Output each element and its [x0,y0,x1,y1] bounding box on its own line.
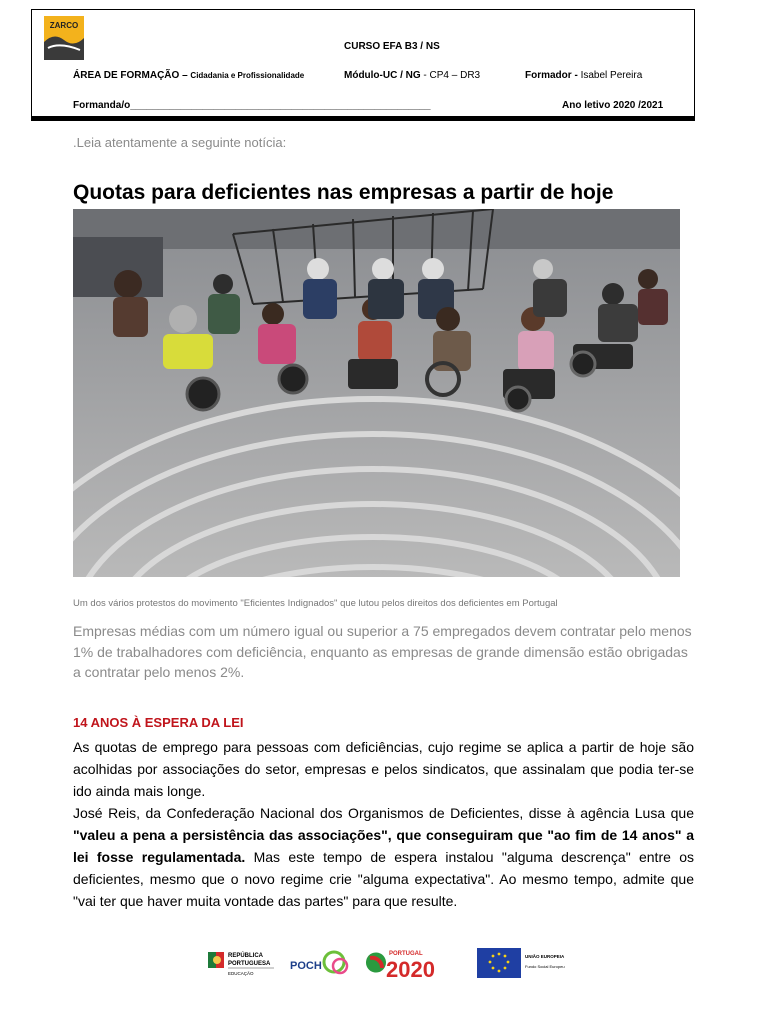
training-area [73,70,304,81]
republica-line3: EDUCAÇÃO [228,971,254,976]
paragraph-2-end: Mas este tempo de espera instalou "alguma descrença" entre os deficientes, mesmo que o novo regime crie "alguma expectativa". Ao mesmo tempo, admite que "vai ter que haver muita vontade das partes" para que resulte. [73,849,694,909]
body-paragraph-2 [73,802,694,912]
area-value: Cidadania e Profissionalidade [190,71,305,80]
module [344,70,480,81]
module-label: Módulo-UC / NG [344,70,421,81]
area-label: ÁREA DE FORMAÇÃO – [73,70,188,81]
photo-caption: Um dos vários protestos do movimento "Eficientes Indignados" que lutou pelos direitos dos deficientes em Portugal [73,598,558,609]
republica-line1: REPÚBLICA [228,953,264,959]
republica-portuguesa-logo [208,952,274,976]
paragraph-2-bold: "valeu a pena a persistência das associações", que conseguiram que "ao fim de 14 anos" a lei fosse regulamentada. [73,827,694,865]
paragraph-2-start: José Reis, da Confederação Nacional dos Organismos de Deficientes, disse à agência Lusa que [73,805,694,821]
eu-flag-logo [477,948,565,978]
module-value: - CP4 – DR3 [420,70,481,81]
eu-line1: UNIÃO EUROPEIA [525,954,565,959]
school-year: Ano letivo 2020 /2021 [562,100,664,111]
poch-logo [290,952,347,973]
logo-text: ZARCO [49,21,79,30]
protest-photo [73,209,680,577]
eu-line2: Fundo Social Europeu [525,964,565,969]
trainer [525,70,642,81]
course-label: CURSO EFA B3 / NS [344,41,440,52]
article-body [73,736,694,912]
trainer-value: Isabel Pereira [580,70,643,81]
article-lead: Empresas médias com um número igual ou superior a 75 empregados devem contratar pelo menos 1% de trabalhadores com deficiência, enquanto as empresas de grande dimensão estão obrigadas a contratar pelo menos 2%. [73,623,692,680]
school-logo [40,12,88,64]
body-paragraph-1: As quotas de emprego para pessoas com deficiências, cujo regime se aplica a partir de hoje são acolhidas por associações do setor, empresas e pelos sindicatos, que assinalam que podia ter-se ido ainda mais longe. [73,739,694,799]
funding-logos [206,944,576,984]
trainee-field: Formanda/o______________________________________________________ [73,100,431,111]
portugal-2020-logo [366,951,435,982]
poch-text: POCH [290,960,322,972]
article-title: Quotas para deficientes nas empresas a partir de hoje [73,181,614,204]
trainer-label: Formador - [525,70,578,81]
intro-instruction: .Leia atentamente a seguinte notícia: [73,135,287,150]
portugal-text: PORTUGAL [389,951,423,957]
year-2020-text: 2020 [386,957,435,982]
republica-line2: PORTUGUESA [228,961,271,967]
section-title: 14 ANOS À ESPERA DA LEI [73,715,244,730]
